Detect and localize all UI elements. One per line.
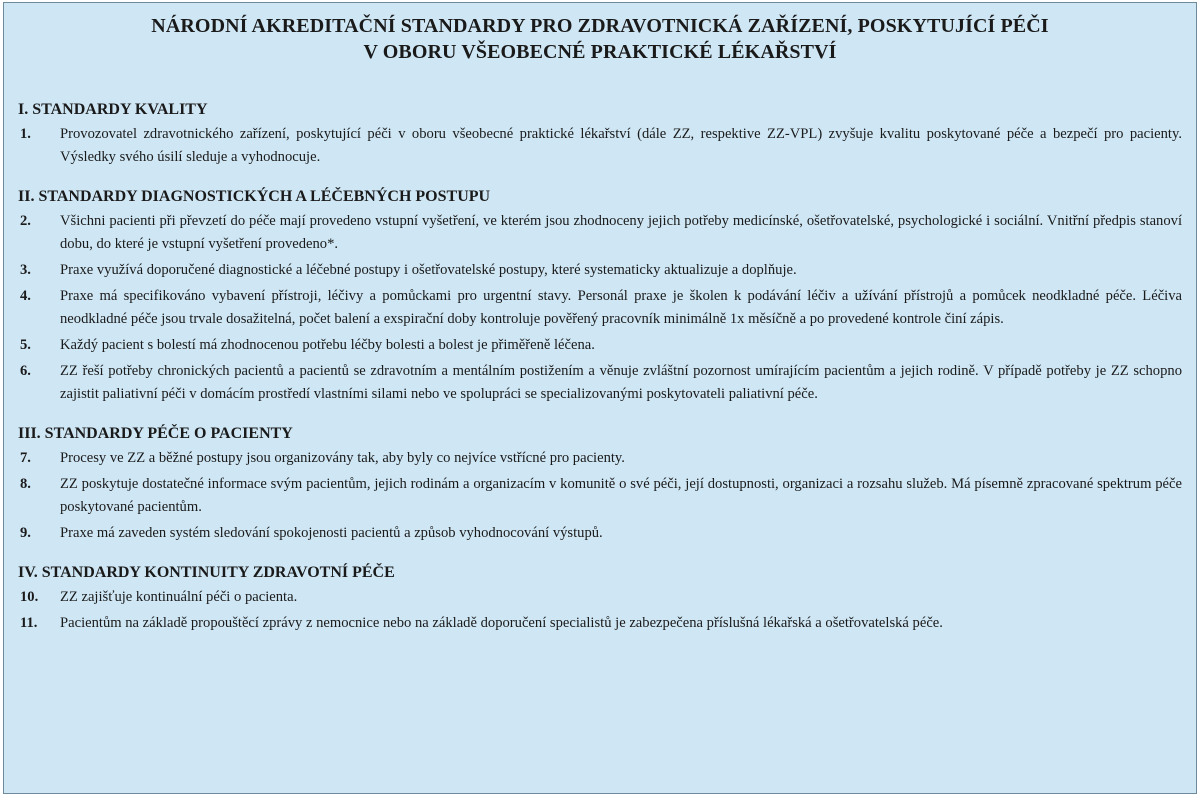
list-item (18, 473, 1182, 519)
section-heading: II. STANDARDY DIAGNOSTICKÝCH A LÉČEBNÝCH POSTUPU (18, 188, 491, 205)
sections-container (18, 99, 1182, 652)
item-number: 11. (20, 615, 38, 631)
list-item (18, 612, 1182, 635)
section-heading: III. STANDARDY PÉČE O PACIENTY (18, 425, 293, 442)
item-text: Pacientům na základě propouštěcí zprávy z nemocnice nebo na základě doporučení specialistů je zabezpečena příslušná lékařská a ošetřovatelská péče. (60, 615, 943, 631)
item-number: 6. (20, 363, 31, 379)
list-item (18, 360, 1182, 406)
item-number: 8. (20, 476, 31, 492)
section-diagnostic-standards (18, 186, 1182, 406)
item-number: 1. (20, 126, 31, 142)
item-number: 5. (20, 337, 31, 353)
item-number: 9. (20, 525, 31, 541)
item-number: 4. (20, 288, 31, 304)
section-heading: I. STANDARDY KVALITY (18, 101, 208, 118)
section-quality-standards (18, 99, 1182, 169)
list-item (18, 123, 1182, 169)
item-number: 2. (20, 213, 31, 229)
item-text: Každý pacient s bolestí má zhodnocenou potřebu léčby bolesti a bolest je přiměřeně léčena. (60, 337, 595, 353)
title-line-1: NÁRODNÍ AKREDITAČNÍ STANDARDY PRO ZDRAVOTNICKÁ ZAŘÍZENÍ, POSKYTUJÍCÍ PÉČI (151, 15, 1049, 37)
list-item (18, 334, 1182, 357)
list-item (18, 259, 1182, 282)
item-text: ZZ poskytuje dostatečné informace svým pacientům, jejich rodinám a organizacím v komunitě o své péči, její dostupnosti, organizaci a rozsahu služeb. Má písemně zpracované spektrum péče poskytované pacientům. (60, 476, 1182, 515)
section-continuity-standards (18, 562, 1182, 635)
item-number: 10. (20, 589, 39, 605)
document-title (4, 13, 1196, 65)
item-number: 7. (20, 450, 31, 466)
item-text: Všichni pacienti při převzetí do péče mají provedeno vstupní vyšetření, ve kterém jsou zhodnoceny jejich potřeby medicínské, ošetřovatelské, psychologické i sociální. Vnitřní předpis stanoví dobu, do které je vstupní vyšetření provedeno*. (60, 213, 1182, 252)
item-number: 3. (20, 262, 31, 278)
item-text: Praxe má zaveden systém sledování spokojenosti pacientů a způsob vyhodnocování výstupů. (60, 525, 603, 541)
item-text: Praxe využívá doporučené diagnostické a léčebné postupy i ošetřovatelské postupy, které systematicky aktualizuje a doplňuje. (60, 262, 797, 278)
list-item (18, 447, 1182, 470)
list-item (18, 210, 1182, 256)
item-text: Provozovatel zdravotnického zařízení, poskytující péči v oboru všeobecné praktické lékařství (dále ZZ, respektive ZZ-VPL) zvyšuje kvalitu poskytované péče a bezpečí pro pacienty. Výsledky svého úsilí sleduje a vyhodnocuje. (60, 126, 1182, 165)
standards-panel (3, 2, 1197, 794)
title-line-2: V OBORU VŠEOBECNÉ PRAKTICKÉ LÉKAŘSTVÍ (363, 41, 837, 63)
list-item (18, 285, 1182, 331)
list-item (18, 586, 1182, 609)
list-item (18, 522, 1182, 545)
item-text: ZZ řeší potřeby chronických pacientů a pacientů se zdravotním a mentálním postižením a věnuje zvláštní pozornost umírajícím pacientům a jejich rodině. V případě potřeby je ZZ schopno zajistit paliativní péči v domácím prostředí vlastními silami nebo ve spolupráci se specializovanými poskytovateli paliativní péče. (60, 363, 1182, 402)
item-text: ZZ zajišťuje kontinuální péči o pacienta. (60, 589, 298, 605)
section-patient-care-standards (18, 423, 1182, 545)
item-text: Praxe má specifikováno vybavení přístroji, léčivy a pomůckami pro urgentní stavy. Personál praxe je školen k podávání léčiv a užívání přístrojů a pomůcek neodkladné péče. Léčiva neodkladné péče jsou trvale dosažitelná, počet balení a exspirační doby kontroluje pověřený pracovník minimálně 1x měsíčně a po provedené kontrole činí zápis. (60, 288, 1182, 327)
item-text: Procesy ve ZZ a běžné postupy jsou organizovány tak, aby byly co nejvíce vstřícné pro pacienty. (60, 450, 625, 466)
section-heading: IV. STANDARDY KONTINUITY ZDRAVOTNÍ PÉČE (18, 564, 395, 581)
